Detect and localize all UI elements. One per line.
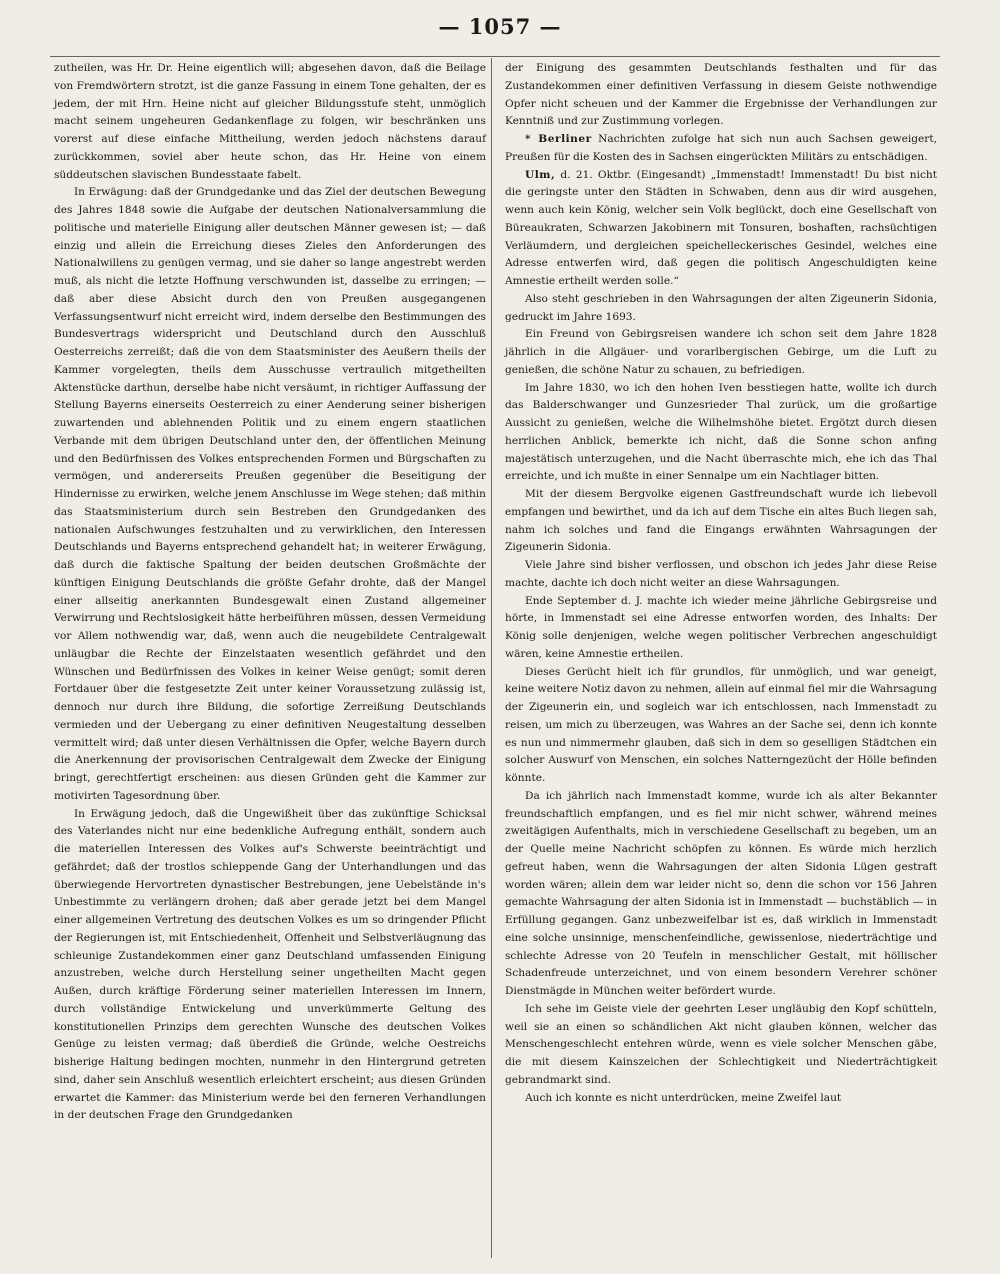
paragraph: Ich sehe im Geiste viele der geehrten Leser ungläubig den Kopf schütteln, weil sie an einen so schändlichen Akt nicht glauben können, welcher das Menschengeschlecht entehren würde, wenn es viele solcher Menschen gäbe, die mit diesem Kainszeichen der Schlechtigkeit und Niederträchtigkeit gebrandmarkt sind. [505,1002,937,1086]
dateline-berlin: * Berliner [525,133,592,145]
paragraph: Also steht geschrieben in den Wahrsagungen der alten Zigeunerin Sidonia, gedruckt im Jahre 1693. [505,292,937,323]
dateline-ulm: Ulm, [525,168,556,181]
right-column [505,60,937,1107]
paragraph: Viele Jahre sind bisher verflossen, und obschon ich jedes Jahr diese Reise machte, dachte ich doch nicht weiter an diese Wahrsagungen. [505,559,937,589]
left-column [54,60,486,1125]
paragraph: Dieses Gerücht hielt ich für grundlos, für unmöglich, und war geneigt, keine weitere Notiz davon zu nehmen, allein auf einmal fiel mir die Wahrsagung der Zigeunerin ein, und sogleich war ich entschlossen, nach Immenstadt zu reisen, um mich zu überzeugen, was Wahres an der Sache sei, denn ich konnte es nun und nimmermehr glauben, daß sich in dem so geselligen Städtchen ein solcher Auswurf von Menschen, ein solches Natterngezücht der Hölle befinden könnte. [505,665,937,784]
paragraph-text: Nachrichten zufolge hat sich nun auch Sachsen geweigert, Preußen für die Kosten des in Sachsen eingerückten Militärs zu entschädigen. [505,133,937,163]
paragraph: Mit der diesem Bergvolke eigenen Gastfreundschaft wurde ich liebevoll empfangen und bewirthet, und da ich auf dem Tische ein altes Buch liegen sah, nahm ich solches und fand die Eingangs erwähnten Wahrsagungen der Zigeunerin Sidonia. [505,488,937,554]
paragraph: zutheilen, was Hr. Dr. Heine eigentlich will; abgesehen davon, daß die Beilage von Fremdwörtern strotzt, ist die ganze Fassung in einem Tone gehalten, der es jedem, der mit Hrn. Heine nicht auf gleicher Bildungsstufe steht, unmöglich macht seinem ungeheuren Gedankenflage zu folgen, wir beschränken uns vorerst auf diese einfache Mittheilung, werden jedoch nächstens darauf zurückkommen, soviel aber heute schon, das Hr. Heine von einem süddeutschen slavischen Bundesstaate fabelt. [54,62,486,181]
paragraph [505,131,937,167]
paragraph: Im Jahre 1830, wo ich den hohen Iven besstiegen hatte, wollte ich durch das Balderschwanger und Gunzesrieder Thal zurück, um die großartige Aussicht zu genießen, welche die Wilhelmshöhe bietet. Ergötzt durch diesen herrlichen Anblick, bemerkte ich nicht, daß die Sonne schon anfing majestätisch unterzugehen, und die Nacht überraschte mich, ehe ich das Thal erreichte, und ich mußte in einer Sennalpe um ein Nachtlager bitten. [505,381,937,483]
paragraph [505,167,937,291]
paragraph: In Erwägung jedoch, daß die Ungewißheit über das zukünftige Schicksal des Vaterlandes nicht nur eine bedenkliche Aufregung enthält, sondern auch die materiellen Interessen des Volkes auf's Schwerste beeinträchtigt und gefährdet; daß der trostlos schleppende Gang der Unterhandlungen und das überwiegende Hervortreten dynastischer Bestrebungen, jene Uebelstände in's Unbestimmte zu verlängern drohen; daß aber gerade jetzt bei dem Mangel einer allgemeinen Vertretung des deutschen Volkes es um so dringender Pflicht der Regierungen ist, mit Entschiedenheit, Offenheit und Selbstverläugnung das schleunige Zustandekommen einer ganz Deutschland umfassenden Einigung anzustreben, welche durch Herstellung seiner ungetheilten Macht gegen Außen, durch kräftige Förderung seiner materiellen Interessen im Innern, durch vollständige Entwickelung und unverkümmerte Geltung des konstitutionellen Prinzips dem gerechten Wunsche des deutschen Volkes Genüge zu leisten vermag; daß überdieß die Gründe, welche Oestreichs bisherige Haltung bedingen mochten, nunmehr in den Hintergrund getreten sind, daher sein Anschluß wesentlich erleichtert erscheint; aus diesen Gründen erwartet die Kammer: das Ministerium werde bei den ferneren Verhandlungen in der deutschen Frage den Grundgedanken [54,807,486,1122]
paragraph: Ende September d. J. machte ich wieder meine jährliche Gebirgsreise und hörte, in Immenstadt sei eine Adresse entworfen worden, des Inhalts: Der König solle denjenigen, welche wegen politischer Verbrechen angeschuldigt wären, keine Amnestie ertheilen. [505,594,937,660]
paragraph: Ein Freund von Gebirgsreisen wandere ich schon seit dem Jahre 1828 jährlich in die Allgäuer- und vorarlbergischen Gebirge, um die Luft zu genießen, die schöne Natur zu schauen, zu befriedigen. [505,328,937,376]
column-divider [491,58,492,1258]
paragraph: der Einigung des gesammten Deutschlands festhalten und für das Zustandekommen einer definitiven Verfassung in diesem Geiste nothwendige Opfer nicht scheuen und der Kammer die Ergebnisse der Verhandlungen zur Kenntniß und zur Zustimmung vorlegen. [505,62,937,128]
paragraph-text: d. 21. Oktbr. (Eingesandt) „Immenstadt! Immenstadt! Du bist nicht die geringste unter den Städten in Schwaben, denn aus dir wird ausgehen, wenn auch kein König, welcher sein Volk beglückt, doch eine Gesellschaft von Büreaukraten, Schwarzen Jakobinern mit Tonsuren, boshaften, rachsüchtigen Verläumdern, und dergleichen speichelleckerisches Gesindel, welches eine Adresse entwerfen wird, daß gegen die politisch Angeschuldigten keine Amnestie ertheilt werden solle.“ [505,168,937,287]
paragraph: In Erwägung: daß der Grundgedanke und das Ziel der deutschen Bewegung des Jahres 1848 sowie die Aufgabe der deutschen Nationalversammlung die politische und materielle Einigung aller deutschen Männer gewesen ist; — daß einzig und allein die Erreichung dieses Zieles den Anforderungen des Nationalwillens zu genügen vermag, und sie daher so lange angestrebt werden muß, als nicht die letzte Hoffnung verschwunden ist, dasselbe zu erringen; — daß aber diese Absicht durch den von Preußen ausgegangenen Verfassungsentwurf nicht erreicht wird, indem derselbe den Bestimmungen des Bundesvertrags widerspricht und Deutschland durch den Ausschluß Oesterreichs zerreißt; daß die von dem Staatsminister des Aeußern theils der Kammer vorgelegten, theils dem Ausschusse vertraulich mitgetheilten Aktenstücke darthun, derselbe habe nicht versäumt, in richtiger Auffassung der Stellung Bayerns einerseits Oesterreich zu einer Aenderung seiner bisherigen zuwartenden und ablehnenden Politik und zu einem engern staatlichen Verbande mit dem übrigen Deutschland unter den, der öffentlichen Meinung und den Bedürfnissen des Volkes entsprechenden Formen und Bürgschaften zu vermögen, und andererseits Preußen gegenüber die Beseitigung der Hindernisse zu erwirken, welche jenem Anschlusse im Wege stehen; daß mithin das Staatsministerium durch sein Bestreben den Grundgedanken des nationalen Aufschwunges festzuhalten und zu verwirklichen, den Interessen Deutschlands und Bayerns entsprechend gehandelt hat; in weiterer Erwägung, daß durch die faktische Spaltung der beiden deutschen Großmächte der künftigen Einigung Deutschlands die größte Gefahr drohte, daß der Mangel einer allseitig anerkannten Bundesgewalt einen Zustand allgemeiner Verwirrung und Rechtslosigkeit hätte herbeiführen müssen, dessen Vermeidung vor Allem nothwendig war, daß, wenn auch die neugebildete Centralgewalt unläugbar die Rechte der Einzelstaaten wesentlich gefährdet und den Wünschen und Bedürfnissen des Volkes in keiner Weise genügt; somit deren Fortdauer über die festgesetzte Zeit unter keiner Voraussetzung zulässig ist, dennoch nur durch ihre Bildung, die sofortige Zerreißung Deutschlands vermieden und der Uebergang zu einer definitiven Neugestaltung desselben vermittelt wird; daß unter diesen Verhältnissen die Opfer, welche Bayern durch die Anerkennung der provisorischen Centralgewalt dem Zwecke der Einigung bringt, gerechtfertigt erscheinen: aus diesen Gründen geht die Kammer zur motivirten Tagesordnung über. [54,186,486,802]
header-rule [50,56,940,57]
paragraph: Auch ich konnte es nicht unterdrücken, meine Zweifel laut [525,1091,842,1104]
paragraph: Da ich jährlich nach Immenstadt komme, wurde ich als alter Bekannter freundschaftlich empfangen, und es fiel mir nicht schwer, während meines zweitägigen Aufenthalts, mich in verschiedene Gesellschaft zu begeben, um an der Quelle meine Nachricht schöpfen zu können. Es würde mich herzlich gefreut haben, wenn die Wahrsagungen der alten Sidonia Lügen gestraft worden wären; allein dem war leider nicht so, denn die schon vor 156 Jahren gemachte Wahrsagung der alten Sidonia ist in Immenstadt — buchstäblich — in Erfüllung gegangen. Ganz unbezweifelbar ist es, daß wirklich in Immenstadt eine solche unsinnige, menschenfeindliche, gewissenlose, niederträchtige und schlechte Adresse von 20 Teufeln in menschlicher Gestalt, mit höllischer Schadenfreude unterzeichnet, und von einem besondern Verehrer schöner Dienstmägde in München weiter befördert wurde. [505,789,937,997]
page-number: — 1057 — [438,14,562,39]
